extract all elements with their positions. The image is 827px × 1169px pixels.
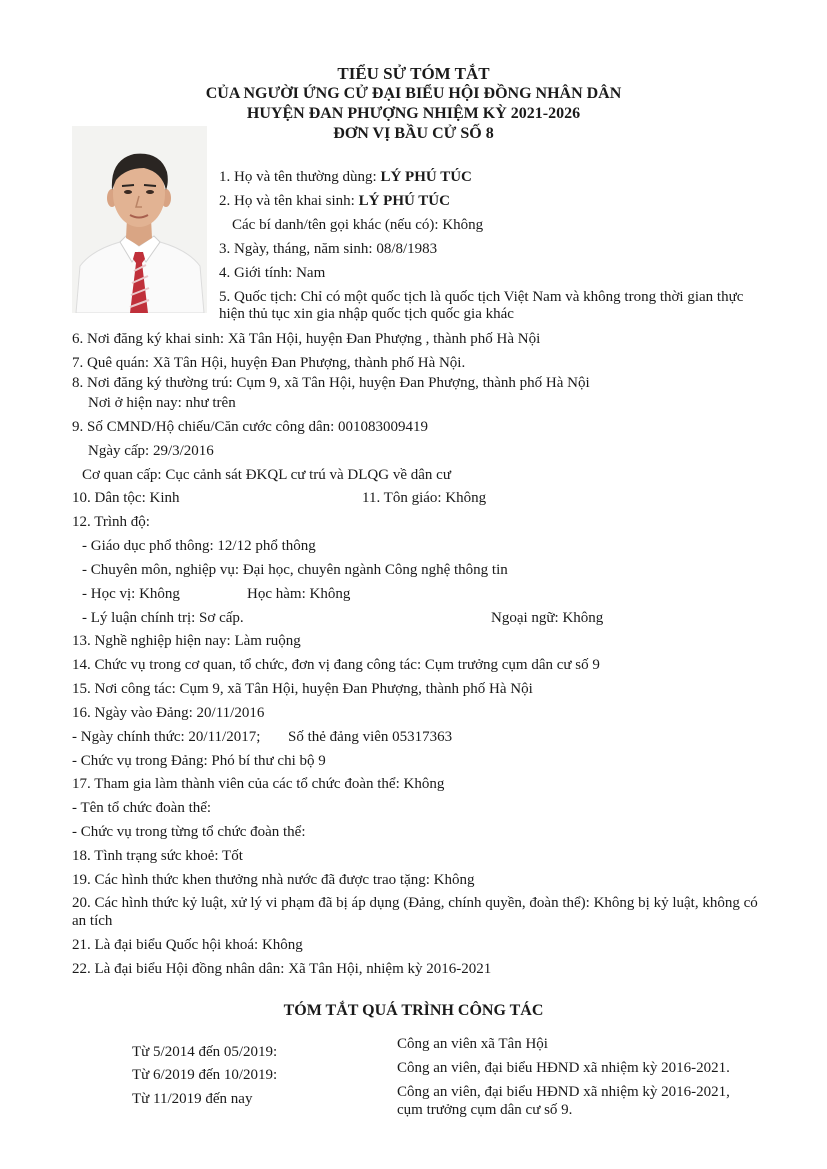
mass-organization-position-row: - Chức vụ trong từng tổ chức đoàn thể: — [72, 824, 306, 840]
party-card-number-row: Số thẻ đảng viên 05317363 — [288, 729, 453, 745]
subtitle-line-3: HUYỆN ĐAN PHƯỢNG NHIỆM KỲ 2021-2026 — [246, 105, 581, 122]
id-number-row: 9. Số CMND/Hộ chiếu/Căn cước công dân: 001083009419 — [72, 419, 429, 435]
health-status-row: 18. Tình trạng sức khoẻ: Tốt — [72, 848, 243, 864]
common-name-row — [219, 168, 472, 186]
subtitle-line-2: CỦA NGƯỜI ỨNG CỬ ĐẠI BIỂU HỘI ĐỒNG NHÂN DÂN — [205, 85, 622, 102]
workplace-row: 15. Nơi công tác: Cụm 9, xã Tân Hội, huyện Đan Phượng, thành phố Hà Nội — [72, 681, 533, 697]
subtitle-line-4: ĐƠN VỊ BẦU CỬ SỐ 8 — [333, 125, 494, 142]
mass-organization-row: 17. Tham gia làm thành viên của các tổ chức đoàn thể: Không — [72, 776, 445, 792]
religion-row: 11. Tôn giáo: Không — [362, 490, 487, 506]
id-issue-date-row: Ngày cấp: 29/3/2016 — [88, 443, 214, 459]
candidate-portrait-photo — [72, 126, 207, 313]
awards-row: 19. Các hình thức khen thưởng nhà nước đã được trao tặng: Không — [72, 872, 475, 888]
occupation-row: 13. Nghề nghiệp hiện nay: Làm ruộng — [72, 633, 301, 649]
career-description-1: Công an viên xã Tân Hội — [397, 1036, 548, 1052]
career-description-3: Công an viên, đại biểu HĐND xã nhiệm kỳ 2016-2021, — [397, 1084, 730, 1100]
career-description-3-continued: cụm trưởng cụm dân cư số 9. — [397, 1102, 573, 1118]
gender-row: 4. Giới tính: Nam — [219, 265, 326, 281]
career-period-1: Từ 5/2014 đến 05/2019: — [132, 1044, 278, 1060]
current-address-row: Nơi ở hiện nay: như trên — [88, 395, 236, 411]
common-name-label: 1. Họ và tên thường dùng: — [219, 169, 381, 185]
education-heading: 12. Trình độ: — [72, 514, 150, 530]
party-position-row: - Chức vụ trong Đảng: Phó bí thư chi bộ 9 — [72, 753, 326, 769]
foreign-language-row: Ngoại ngữ: Không — [491, 610, 604, 626]
document-title: TIỂU SỬ TÓM TẮT — [337, 64, 490, 83]
permanent-residence-row: 8. Nơi đăng ký thường trú: Cụm 9, xã Tân Hội, huyện Đan Phượng, thành phố Hà Nội — [72, 375, 590, 391]
nationality-row-continued: hiện thủ tục xin gia nhập quốc tịch quốc gia khác — [219, 306, 514, 322]
career-summary-heading: TÓM TẮT QUÁ TRÌNH CÔNG TÁC — [283, 1002, 544, 1019]
general-education-row: - Giáo dục phổ thông: 12/12 phổ thông — [82, 538, 316, 554]
nationality-row: 5. Quốc tịch: Chỉ có một quốc tịch là quốc tịch Việt Nam và không trong thời gian thực — [219, 289, 744, 305]
academic-title-row: Học hàm: Không — [247, 586, 351, 602]
ethnicity-row: 10. Dân tộc: Kinh — [72, 490, 180, 506]
party-join-date-row: 16. Ngày vào Đảng: 20/11/2016 — [72, 705, 265, 721]
academic-degree-row: - Học vị: Không — [82, 586, 180, 602]
career-period-2: Từ 6/2019 đến 10/2019: — [132, 1067, 278, 1083]
council-delegate-row: 22. Là đại biểu Hội đồng nhân dân: Xã Tân Hội, nhiệm kỳ 2016-2021 — [72, 961, 492, 977]
birth-name-row — [219, 192, 450, 210]
id-issuing-agency-row: Cơ quan cấp: Cục cảnh sát ĐKQL cư trú và DLQG về dân cư — [82, 467, 451, 483]
common-name-value: LÝ PHÚ TÚC — [380, 169, 472, 185]
birth-name-value: LÝ PHÚ TÚC — [358, 193, 450, 209]
career-description-2: Công an viên, đại biểu HĐND xã nhiệm kỳ 2016-2021. — [397, 1060, 730, 1076]
hometown-row: 7. Quê quán: Xã Tân Hội, huyện Đan Phượng, thành phố Hà Nội. — [72, 355, 466, 371]
alias-row: Các bí danh/tên gọi khác (nếu có): Không — [232, 217, 484, 233]
birth-name-label: 2. Họ và tên khai sinh: — [219, 193, 359, 209]
political-theory-row: - Lý luận chính trị: Sơ cấp. — [82, 610, 244, 626]
date-of-birth-row: 3. Ngày, tháng, năm sinh: 08/8/1983 — [219, 241, 438, 257]
national-assembly-delegate-row: 21. Là đại biểu Quốc hội khoá: Không — [72, 937, 303, 953]
discipline-row: 20. Các hình thức kỷ luật, xử lý vi phạm đã bị áp dụng (Đảng, chính quyền, đoàn thể): Không bị kỷ luật, không có — [72, 895, 758, 911]
work-position-row: 14. Chức vụ trong cơ quan, tổ chức, đơn vị đang công tác: Cụm trưởng cụm dân cư số 9 — [72, 657, 600, 673]
party-official-date-row: - Ngày chính thức: 20/11/2017; — [72, 729, 261, 745]
career-period-3: Từ 11/2019 đến nay — [132, 1091, 253, 1107]
mass-organization-name-row: - Tên tổ chức đoàn thể: — [72, 800, 212, 816]
discipline-row-continued: an tích — [72, 913, 113, 929]
specialty-row: - Chuyên môn, nghiệp vụ: Đại học, chuyên ngành Công nghệ thông tin — [82, 562, 508, 578]
birth-registration-place-row: 6. Nơi đăng ký khai sinh: Xã Tân Hội, huyện Đan Phượng , thành phố Hà Nội — [72, 331, 541, 347]
